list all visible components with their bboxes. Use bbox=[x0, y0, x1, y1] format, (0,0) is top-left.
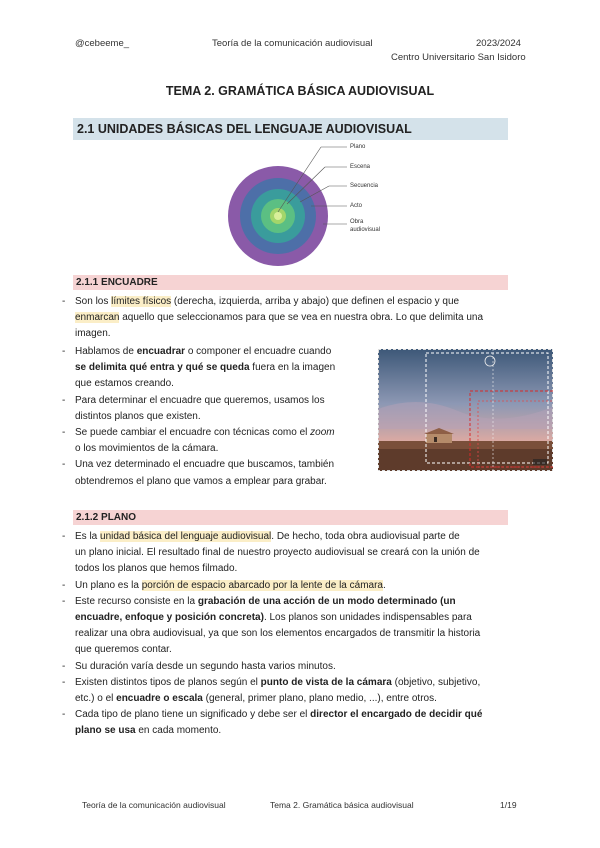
footer-page-number: 1/19 bbox=[500, 800, 517, 810]
header-institution: Centro Universitario San Isidoro bbox=[391, 52, 526, 63]
section-title: 2.1 UNIDADES BÁSICAS DEL LENGUAJE AUDIOVISUAL bbox=[77, 122, 412, 136]
diagram-label-escena: Escena bbox=[350, 164, 371, 170]
list-item: - Un plano es la porción de espacio abarcado por la lente de la cámara. bbox=[62, 579, 386, 591]
diagram-label-plano: Plano bbox=[350, 144, 366, 150]
subsection-title-encuadre: 2.1.1 ENCUADRE bbox=[76, 277, 158, 288]
diagram-label-secuencia: Secuencia bbox=[350, 183, 379, 189]
list-item: - Es la unidad básica del lenguaje audiovisual. De hecho, toda obra audiovisual parte de bbox=[62, 531, 460, 542]
list-item: - Su duración varía desde un segundo hasta varios minutos. bbox=[62, 660, 336, 672]
list-item: - Cada tipo de plano tiene un significado y debe ser el director el encargado de decidir qué bbox=[62, 709, 483, 721]
encuadre-intro: - Son los límites físicos (derecha, izquierda, arriba y abajo) que definen el espacio y que enmarcan aquello que seleccionamos para que se vea en nuestra obra. Lo que delimita una imagen. bbox=[62, 294, 527, 343]
footer-course: Teoría de la comunicación audiovisual bbox=[82, 800, 226, 810]
diagram-label-acto: Acto bbox=[350, 203, 363, 209]
list-item: - Son los límites físicos (derecha, izquierda, arriba y abajo) que definen el espacio y que bbox=[62, 296, 460, 307]
list-item: - Para determinar el encuadre que queremos, usamos los bbox=[62, 394, 325, 406]
header-author: @cebeeme_ bbox=[75, 38, 130, 49]
list-item: - Existen distintos tipos de planos según el punto de vista de la cámara (objetivo, subjetivo, bbox=[62, 676, 481, 688]
header-year: 2023/2024 bbox=[476, 38, 521, 49]
footer-topic: Tema 2. Gramática básica audiovisual bbox=[270, 800, 414, 810]
list-item: - Se puede cambiar el encuadre con técnicas como el zoom bbox=[62, 427, 335, 439]
concentric-diagram bbox=[225, 140, 395, 270]
header-course: Teoría de la comunicación audiovisual bbox=[212, 38, 373, 49]
list-item: - Hablamos de encuadrar o componer el encuadre cuando bbox=[62, 346, 332, 357]
list-item: - Este recurso consiste en la grabación de una acción de un modo determinado (un bbox=[62, 595, 456, 607]
list-item: - Una vez determinado el encuadre que buscamos, también bbox=[62, 459, 335, 471]
encuadre-list: - Hablamos de encuadrar o componer el encuadre cuando se delimita qué entra y qué se queda fuera en la imagen que estamos creando. - Para determinar el encuadre que queremos, usamos los distintos planos que existen. - Se puede cambiar el encuadre con técnicas como el zoom o los movimientos de la cámara. - Una vez determinado el encuadre que buscamos, también obtendremos el plano que vamos a emplear para grabar. bbox=[62, 344, 370, 490]
framing-photo bbox=[378, 349, 553, 471]
subsection-bar-plano bbox=[73, 510, 508, 525]
page-title: TEMA 2. GRAMÁTICA BÁSICA AUDIOVISUAL bbox=[165, 84, 435, 98]
subsection-title-plano: 2.1.2 PLANO bbox=[76, 512, 137, 523]
diagram-label-obra: Obra audiovisual bbox=[350, 219, 381, 233]
plano-list: - Es la unidad básica del lenguaje audiovisual. De hecho, toda obra audiovisual parte de un plano inicial. El resultado final de nuestro proyecto audiovisual se creará con la unión de todos los planos que hemos filmado. - Un plano es la porción de espacio abarcado por la lente de la cámara. - Este recurso consiste en la grabación de una acción de un modo determinado (un encuadre, enfoque y posición concreta). Los planos son unidades indispensables para realizar una obra audiovisual, ya que son los elementos encargados de transmitir la historia que queremos contar. - Su duración varía desde un segundo hasta varios minutos. - Existen distintos tipos de planos según el punto de vista de la cámara (objetivo, subjetivo, etc.) o el encuadre o escala (general, primer plano, plano medio, ...), entre otros. - Cada tipo de plano tiene un significado y debe ser el director el encargado de decidir qué plano se usa en cada momento. bbox=[62, 529, 527, 740]
